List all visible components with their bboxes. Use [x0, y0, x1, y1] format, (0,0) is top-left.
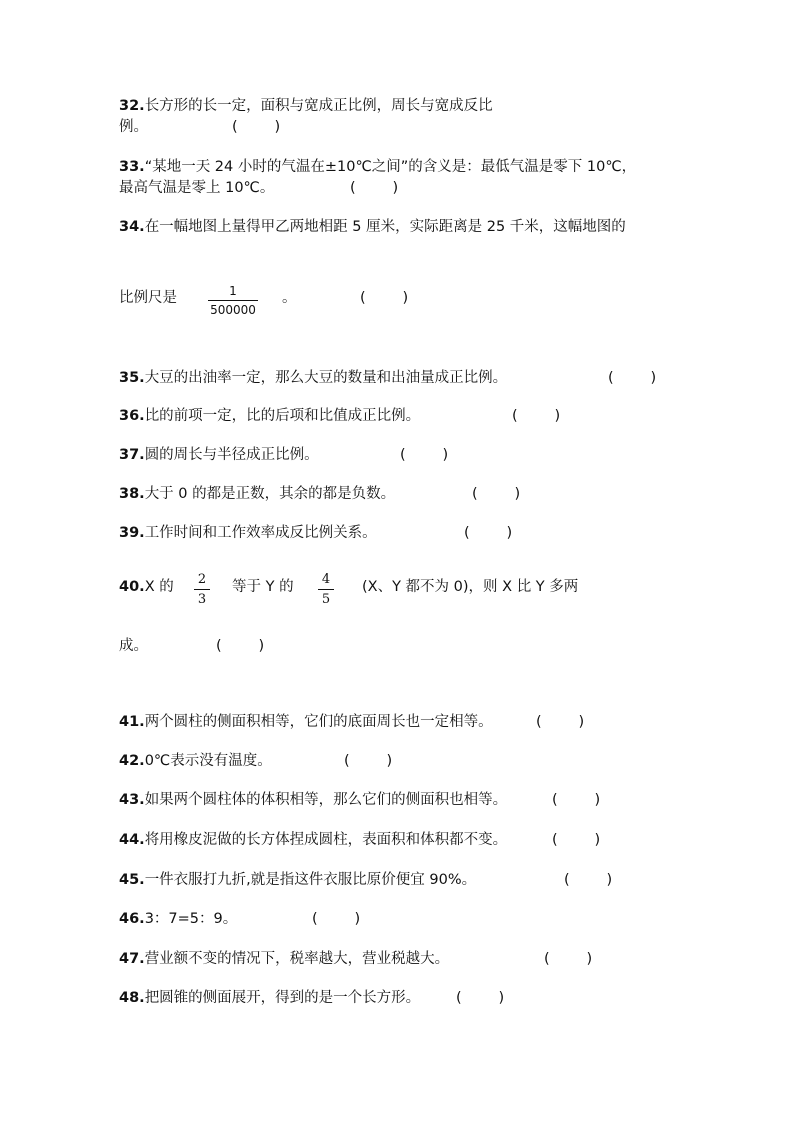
answer-paren-32[interactable]: ( ) — [232, 119, 281, 135]
question-text: 最高气温是零上 10℃。 — [119, 180, 275, 196]
question-number: 37. — [119, 447, 145, 463]
question-37 — [119, 445, 319, 465]
answer-paren-47[interactable]: ( ) — [544, 951, 593, 967]
question-number: 32. — [119, 98, 145, 114]
question-40-line2 — [119, 636, 148, 656]
question-number: 35. — [119, 370, 145, 386]
question-35 — [119, 368, 507, 388]
question-34-line2 — [119, 288, 177, 308]
question-43 — [119, 790, 507, 810]
question-text: 长方形的长一定，面积与宽成正比例，周长与宽成反比 — [144, 98, 493, 114]
question-text: 营业额不变的情况下，税率越大，营业税越大。 — [144, 951, 450, 967]
answer-paren-39[interactable]: ( ) — [464, 525, 513, 541]
question-text: 大豆的出油率一定，那么大豆的数量和出油量成正比例。 — [144, 370, 508, 386]
fraction-numerator: 2 — [197, 572, 207, 587]
question-text: 例。 — [119, 119, 148, 135]
question-39 — [119, 523, 377, 543]
answer-paren-46[interactable]: ( ) — [312, 911, 361, 927]
question-text: 两个圆柱的侧面积相等，它们的底面周长也一定相等。 — [144, 714, 493, 730]
fraction-denominator: 3 — [197, 592, 207, 607]
answer-paren-44[interactable]: ( ) — [552, 832, 601, 848]
question-text: 把圆锥的侧面展开，得到的是一个长方形。 — [144, 990, 421, 1006]
question-33-line1 — [119, 157, 636, 177]
fraction-denominator: 5 — [321, 592, 331, 607]
question-38 — [119, 484, 395, 504]
answer-paren-36[interactable]: ( ) — [512, 408, 561, 424]
question-number: 45. — [119, 872, 145, 888]
question-text: X 的 — [144, 579, 174, 595]
answer-paren-43[interactable]: ( ) — [552, 792, 601, 808]
question-32-line2 — [119, 117, 148, 137]
question-text: “某地一天 24 小时的气温在±10℃之间”的含义是：最低气温是零下 10℃， — [144, 159, 637, 175]
scale-fraction — [208, 284, 258, 317]
answer-paren-37[interactable]: ( ) — [400, 447, 449, 463]
question-44 — [119, 830, 507, 850]
answer-paren-45[interactable]: ( ) — [564, 872, 613, 888]
question-40-text-part2: 等于 Y 的 — [232, 579, 294, 595]
answer-paren-42[interactable]: ( ) — [344, 753, 393, 769]
question-33-line2 — [119, 178, 274, 198]
answer-paren-34[interactable]: ( ) — [360, 290, 409, 306]
question-41 — [119, 712, 493, 732]
question-number: 48. — [119, 990, 145, 1006]
answer-paren-35[interactable]: ( ) — [608, 370, 657, 386]
question-text: 大于 0 的都是正数，其余的都是负数。 — [144, 486, 396, 502]
question-number: 34. — [119, 219, 145, 235]
fraction-bar — [318, 589, 334, 590]
question-text: 工作时间和工作效率成反比例关系。 — [144, 525, 377, 541]
question-number: 42. — [119, 753, 145, 769]
answer-paren-48[interactable]: ( ) — [456, 990, 505, 1006]
question-34-period: 。 — [282, 290, 297, 306]
fraction-denominator: 500000 — [210, 303, 256, 317]
fraction-bar — [208, 300, 258, 301]
question-text: 如果两个圆柱体的体积相等，那么它们的侧面积也相等。 — [144, 792, 508, 808]
question-text: 0℃表示没有温度。 — [144, 753, 272, 769]
question-42 — [119, 751, 272, 771]
question-47 — [119, 949, 449, 969]
question-46 — [119, 909, 237, 929]
fraction-two-thirds — [194, 572, 210, 607]
fraction-numerator: 1 — [229, 284, 237, 298]
question-number: 43. — [119, 792, 145, 808]
question-number: 44. — [119, 832, 145, 848]
question-text: 比例尺是 — [119, 290, 177, 306]
question-text: 将用橡皮泥做的长方体捏成圆柱，表面积和体积都不变。 — [144, 832, 508, 848]
fraction-bar — [194, 589, 210, 590]
question-number: 41. — [119, 714, 145, 730]
question-number: 40. — [119, 579, 145, 595]
question-text: 3：7=5：9。 — [144, 911, 238, 927]
question-number: 46. — [119, 911, 145, 927]
question-number: 47. — [119, 951, 145, 967]
question-34-line1 — [119, 217, 626, 237]
fraction-numerator: 4 — [321, 572, 331, 587]
question-number: 38. — [119, 486, 145, 502]
answer-paren-40[interactable]: ( ) — [216, 638, 265, 654]
question-48 — [119, 988, 420, 1008]
question-number: 33. — [119, 159, 145, 175]
question-text: 比的前项一定，比的后项和比值成正比例。 — [144, 408, 421, 424]
question-40-line1 — [119, 577, 174, 597]
question-number: 39. — [119, 525, 145, 541]
question-36 — [119, 406, 420, 426]
question-number: 36. — [119, 408, 145, 424]
question-text: 圆的周长与半径成正比例。 — [144, 447, 319, 463]
question-text: 一件衣服打九折,就是指这件衣服比原价便宜 90%。 — [144, 872, 477, 888]
question-45 — [119, 870, 476, 890]
answer-paren-38[interactable]: ( ) — [472, 486, 521, 502]
question-32-line1 — [119, 96, 493, 116]
answer-paren-33[interactable]: ( ) — [350, 180, 399, 196]
question-text: 在一幅地图上量得甲乙两地相距 5 厘米，实际距离是 25 千米，这幅地图的 — [144, 219, 626, 235]
question-text: 成。 — [119, 638, 148, 654]
question-40-text-part3: (X、Y 都不为 0)，则 X 比 Y 多两 — [362, 579, 579, 595]
answer-paren-41[interactable]: ( ) — [536, 714, 585, 730]
fraction-four-fifths — [318, 572, 334, 607]
